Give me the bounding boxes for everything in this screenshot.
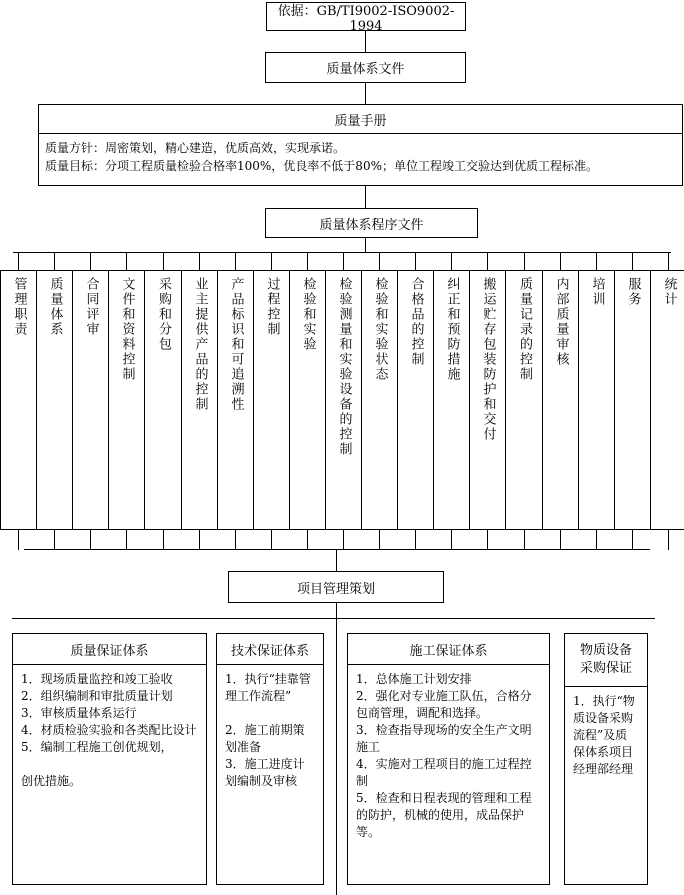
element-label: 质量记录的控制	[517, 277, 532, 382]
spine-bottom	[336, 603, 337, 895]
list-item: 3．施工进度计划编制及审核	[225, 757, 305, 788]
element-tick-top	[596, 252, 597, 270]
element-label: 合同评审	[83, 277, 99, 337]
procedure-docs-box	[265, 208, 478, 238]
element-column	[361, 270, 398, 530]
element-tick-top	[451, 252, 452, 270]
element-label: 检验测量和实验设备的控制	[336, 277, 352, 457]
connector-manual	[365, 186, 366, 208]
element-tick-bottom	[18, 530, 19, 550]
manual-title: 质量手册	[39, 105, 682, 134]
manual-policy: 质量方针：周密策划，精心建造，优质高效，实现承诺。	[45, 141, 346, 155]
element-tick-top	[379, 252, 380, 270]
element-label: 内部质量审核	[553, 277, 569, 367]
system-docs-box	[265, 52, 466, 83]
element-tick-bottom	[90, 530, 91, 550]
element-column	[289, 270, 326, 530]
element-column	[217, 270, 254, 530]
element-tick-top	[18, 252, 19, 270]
element-tick-bottom	[343, 530, 344, 550]
basis-box	[266, 2, 466, 34]
procedure-docs-title: 质量体系程序文件	[319, 217, 424, 233]
element-tick-bottom	[54, 530, 55, 550]
list-item: 创优措施。	[21, 774, 82, 788]
element-column	[108, 270, 145, 530]
element-column	[433, 270, 470, 530]
list-item: 3．检查指导现场的安全生产文明施工	[356, 723, 532, 754]
project-planning-box	[228, 571, 444, 603]
element-tick-bottom	[668, 530, 669, 550]
list-item: 1．总体施工计划安排	[356, 672, 472, 686]
material-assurance-box	[564, 633, 648, 885]
system-docs-title: 质量体系文件	[326, 62, 405, 77]
construction-assurance-box	[347, 633, 550, 885]
element-label: 搬运贮存包装防护和交付	[480, 277, 496, 442]
list-item: 1．执行“挂靠管理工作流程”	[225, 672, 311, 703]
element-column	[650, 270, 684, 530]
project-planning-title: 项目管理策划	[296, 581, 375, 597]
element-column	[181, 270, 218, 530]
element-tick-bottom	[235, 530, 236, 550]
quality-assurance-items	[13, 665, 206, 796]
quality-manual-box	[38, 104, 683, 186]
element-label: 服务	[625, 277, 641, 307]
element-tick-bottom	[199, 530, 200, 550]
list-item: 1．现场质量监控和竣工验收	[21, 672, 173, 686]
element-label: 培训	[589, 277, 605, 307]
connector-planning	[336, 549, 337, 571]
element-tick-bottom	[379, 530, 380, 550]
element-tick-bottom	[487, 530, 488, 550]
connector-basis	[365, 31, 366, 52]
element-tick-top	[307, 252, 308, 270]
quality-assurance-title: 质量保证体系	[13, 634, 206, 665]
element-tick-bottom	[271, 530, 272, 550]
list-item: 4．实施对工程项目的施工过程控制	[356, 757, 532, 788]
element-label: 管理职责	[11, 277, 27, 337]
element-tick-top	[560, 252, 561, 270]
element-tick-top	[668, 252, 669, 270]
list-item	[21, 756, 198, 773]
element-tick-top	[271, 252, 272, 270]
bus-lower	[12, 618, 655, 619]
element-column	[72, 270, 109, 530]
element-label: 业主提供产品的控制	[192, 277, 208, 412]
list-item: 5．编制工程施工创优规划，	[21, 740, 173, 754]
technical-assurance-items	[217, 665, 323, 796]
element-column	[253, 270, 290, 530]
element-tick-top	[163, 252, 164, 270]
element-column	[0, 270, 37, 530]
element-label: 统计	[661, 277, 677, 307]
element-tick-bottom	[632, 530, 633, 550]
element-tick-top	[235, 252, 236, 270]
element-tick-top	[487, 252, 488, 270]
quality-assurance-box	[12, 633, 207, 885]
element-tick-top	[199, 252, 200, 270]
connector-docs	[365, 83, 366, 104]
element-column	[505, 270, 543, 530]
technical-assurance-title: 技术保证体系	[217, 634, 323, 665]
element-label: 采购和分包	[156, 277, 171, 352]
manual-goal: 质量目标：分项工程质量检验合格率100%，优良率不低于80%；单位工程竣工交验达到优质工程标准。	[45, 159, 598, 173]
element-tick-top	[415, 252, 416, 270]
element-label: 合格品的控制	[408, 277, 424, 367]
list-item	[225, 705, 315, 722]
connector-procedure	[365, 238, 366, 252]
element-tick-top	[90, 252, 91, 270]
element-label: 纠正和预防措施	[444, 277, 460, 382]
element-label: 质量体系	[47, 277, 63, 337]
element-tick-bottom	[415, 530, 416, 550]
element-column	[144, 270, 182, 530]
construction-assurance-title: 施工保证体系	[348, 634, 549, 665]
list-item: 1．执行“物质设备采购流程”及质保体系项目经理部经理	[573, 694, 635, 776]
list-item: 3．审核质量体系运行	[21, 706, 137, 720]
element-tick-top	[632, 252, 633, 270]
element-column	[542, 270, 579, 530]
element-column	[469, 270, 506, 530]
element-column	[397, 270, 434, 530]
element-tick-bottom	[163, 530, 164, 550]
element-tick-top	[126, 252, 127, 270]
element-column	[36, 270, 73, 530]
bus-top	[13, 252, 671, 253]
list-item: 4．材质检验实验和各类配比设计	[21, 723, 197, 737]
element-label: 检验和实验状态	[372, 277, 388, 382]
list-item: 5．检查和日程表现的管理和工程的防护，机械的使用，成品保护等。	[356, 791, 532, 839]
list-item: 2．施工前期策划准备	[225, 723, 305, 754]
element-label: 文件和资料控制	[119, 277, 135, 382]
element-tick-top	[343, 252, 344, 270]
element-label: 过程控制	[264, 277, 280, 337]
element-label: 检验和实验	[300, 277, 316, 352]
basis-text: 依据：GB/TI9002-ISO9002-1994	[277, 3, 455, 34]
element-tick-top	[54, 252, 55, 270]
element-tick-bottom	[126, 530, 127, 550]
material-assurance-items	[565, 687, 647, 784]
element-tick-bottom	[524, 530, 525, 550]
element-tick-bottom	[596, 530, 597, 550]
construction-assurance-items	[348, 665, 549, 847]
element-label: 产品标识和可追溯性	[228, 277, 244, 412]
list-item: 2．强化对专业施工队伍，合格分包商管理，调配和选择。	[356, 689, 532, 720]
element-tick-bottom	[307, 530, 308, 550]
element-tick-bottom	[451, 530, 452, 550]
material-assurance-title: 物质设备采购保证	[565, 634, 647, 687]
list-item: 2．组织编制和审批质量计划	[21, 689, 173, 703]
bus-bottom	[24, 549, 650, 550]
element-tick-top	[524, 252, 525, 270]
element-column	[325, 270, 362, 530]
technical-assurance-box	[216, 633, 324, 885]
element-tick-bottom	[560, 530, 561, 550]
element-column	[578, 270, 615, 530]
element-column	[614, 270, 651, 530]
